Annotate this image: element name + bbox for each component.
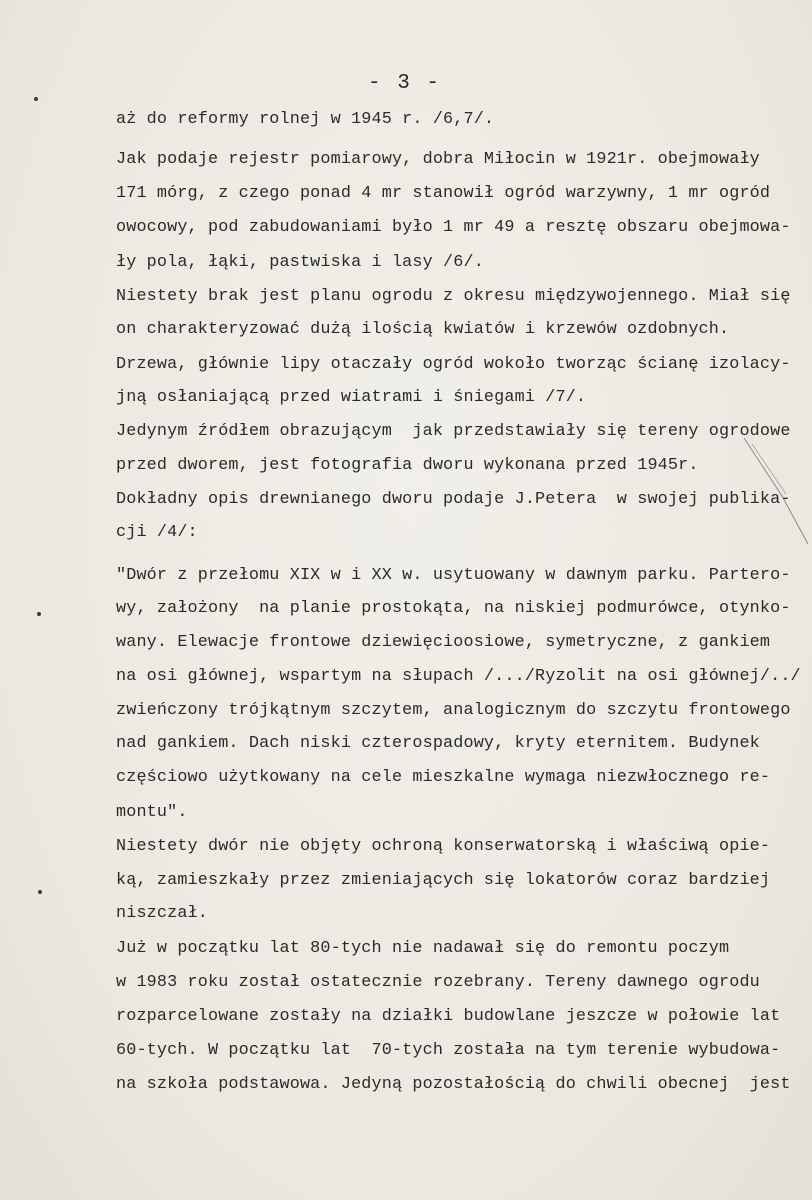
text-line: wy, założony na planie prostokąta, na niskiej podmurówce, otynko- (116, 599, 791, 618)
text-line: na szkoła podstawowa. Jedyną pozostałością do chwili obecnej jest (116, 1075, 791, 1094)
text-line: aż do reformy rolnej w 1945 r. /6,7/. (116, 110, 495, 129)
text-line: jną osłaniającą przed wiatrami i śniegami /7/. (116, 388, 587, 407)
text-line: nad gankiem. Dach niski czterospadowy, kryty eternitem. Budynek (116, 734, 760, 753)
text-line: Dokładny opis drewnianego dworu podaje J.Petera w swojej publika- (116, 490, 791, 509)
text-line: owocowy, pod zabudowaniami było 1 mr 49 a resztę obszaru obejmowa- (116, 218, 791, 237)
page-number: - 3 - (368, 72, 442, 95)
margin-dot (37, 612, 41, 616)
text-line: on charakteryzować dużą ilością kwiatów i krzewów ozdobnych. (116, 320, 730, 339)
text-line: "Dwór z przełomu XIX w i XX w. usytuowany w dawnym parku. Partero- (116, 566, 791, 585)
text-line: zwieńczony trójkątnym szczytem, analogicznym do szczytu frontowego (116, 701, 791, 720)
text-line: rozparcelowane zostały na działki budowlane jeszcze w połowie lat (116, 1007, 781, 1026)
text-line: cji /4/: (116, 523, 198, 542)
text-line: Niestety brak jest planu ogrodu z okresu międzywojennego. Miał się (116, 287, 791, 306)
margin-dot (34, 97, 38, 101)
text-line: ły pola, łąki, pastwiska i lasy /6/. (116, 253, 484, 272)
text-line: 60-tych. W początku lat 70-tych została na tym terenie wybudowa- (116, 1041, 781, 1060)
text-line: montu". (116, 803, 188, 822)
text-line: wany. Elewacje frontowe dziewięcioosiowe, symetryczne, z gankiem (116, 633, 771, 652)
text-line: na osi głównej, wspartym na słupach /.../Ryzolit na osi głównej/../ (116, 667, 801, 686)
text-line: przed dworem, jest fotografia dworu wykonana przed 1945r. (116, 456, 699, 475)
text-line: ką, zamieszkały przez zmieniających się lokatorów coraz bardziej (116, 871, 771, 890)
text-line: niszczał. (116, 904, 208, 923)
text-line: Jak podaje rejestr pomiarowy, dobra Miłocin w 1921r. obejmowały (116, 150, 760, 169)
text-line: Drzewa, głównie lipy otaczały ogród wokoło tworząc ścianę izolacy- (116, 355, 791, 374)
text-line: Niestety dwór nie objęty ochroną konserwatorską i właściwą opie- (116, 837, 771, 856)
text-line: częściowo użytkowany na cele mieszkalne wymaga niezwłocznego re- (116, 768, 771, 787)
text-line: Jedynym źródłem obrazującym jak przedstawiały się tereny ogrodowe (116, 422, 791, 441)
text-line: Już w początku lat 80-tych nie nadawał się do remontu poczym (116, 939, 730, 958)
margin-dot (38, 890, 42, 894)
text-line: w 1983 roku został ostatecznie rozebrany. Tereny dawnego ogrodu (116, 973, 760, 992)
text-line: 171 mórg, z czego ponad 4 mr stanowił ogród warzywny, 1 mr ogród (116, 184, 771, 203)
